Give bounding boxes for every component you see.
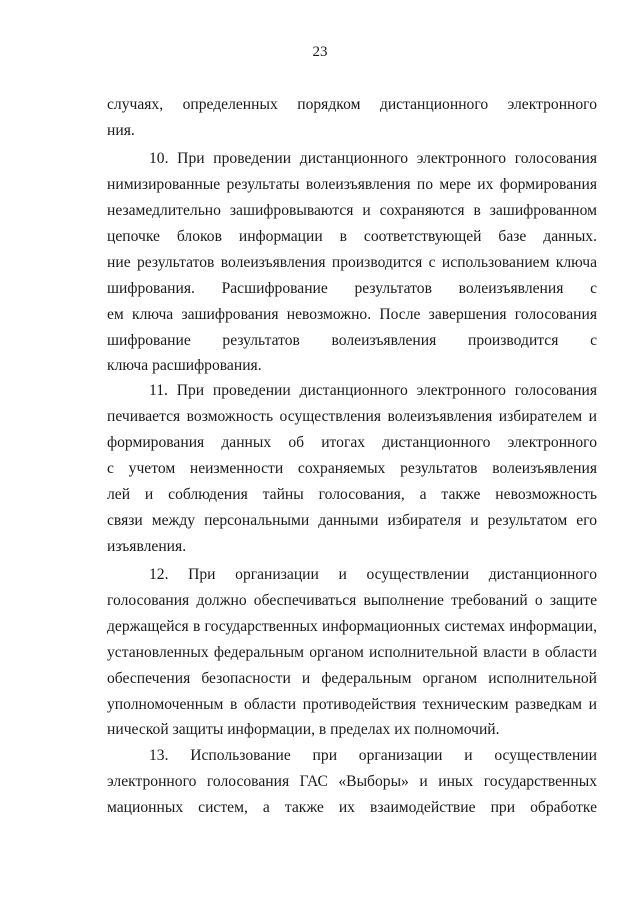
text-line: цепочке блоков информации в соответствующей базе данных. bbox=[107, 228, 597, 245]
text-line: ние результатов волеизъявления производится с использованием ключа bbox=[107, 254, 597, 271]
text-line: с учетом неизменности сохраняемых результатов волеизъявления bbox=[107, 460, 597, 477]
text-line: печивается возможность осуществления волеизъявления избирателем и bbox=[107, 408, 597, 425]
text-line: нической защиты информации, в пределах их полномочий. bbox=[107, 721, 500, 738]
text-line: ем ключа зашифрования невозможно. После завершения голосования bbox=[107, 306, 597, 323]
text-line: случаях, определенных порядком дистанционного электронного bbox=[107, 96, 597, 113]
text-line: уполномоченным в области противодействия техническим разведкам и bbox=[107, 696, 597, 713]
text-line: электронного голосования ГАС «Выборы» и иных государственных bbox=[107, 773, 597, 790]
text-line: ключа расшифрования. bbox=[107, 357, 262, 374]
text-line: шифрования. Расшифрование результатов волеизъявления с bbox=[107, 280, 597, 297]
text-line: незамедлительно зашифровываются и сохраняются в зашифрованном bbox=[107, 202, 597, 219]
text-line: 10. При проведении дистанционного электронного голосования bbox=[149, 150, 597, 167]
page-number: 23 bbox=[312, 44, 328, 60]
text-line: обеспечения безопасности и федеральным органом исполнительной bbox=[107, 670, 597, 687]
text-line: шифрование результатов волеизъявления производится с bbox=[107, 332, 597, 349]
text-line: формирования данных об итогах дистанционного электронного bbox=[107, 434, 597, 451]
text-line: 13. Использование при организации и осуществлении bbox=[149, 747, 597, 764]
text-line: изъявления. bbox=[107, 538, 187, 555]
text-line: 11. При проведении дистанционного электронного голосования bbox=[149, 382, 597, 399]
text-line: связи между персональными данными избирателя и результатом его bbox=[107, 512, 597, 529]
text-line: ния. bbox=[107, 122, 135, 139]
text-line: мационных систем, а также их взаимодействие при обработке bbox=[107, 799, 597, 816]
text-line: нимизированные результаты волеизъявления по мере их формирования bbox=[107, 176, 597, 193]
text-line: держащейся в государственных информационных системах информации, bbox=[107, 618, 597, 635]
text-line: установленных федеральным органом исполнительной власти в области bbox=[107, 644, 597, 661]
text-line: лей и соблюдения тайны голосования, а также невозможность bbox=[107, 486, 597, 503]
text-line: 12. При организации и осуществлении дистанционного bbox=[149, 566, 597, 583]
text-line: голосования должно обеспечиваться выполнение требований о защите bbox=[107, 592, 597, 609]
